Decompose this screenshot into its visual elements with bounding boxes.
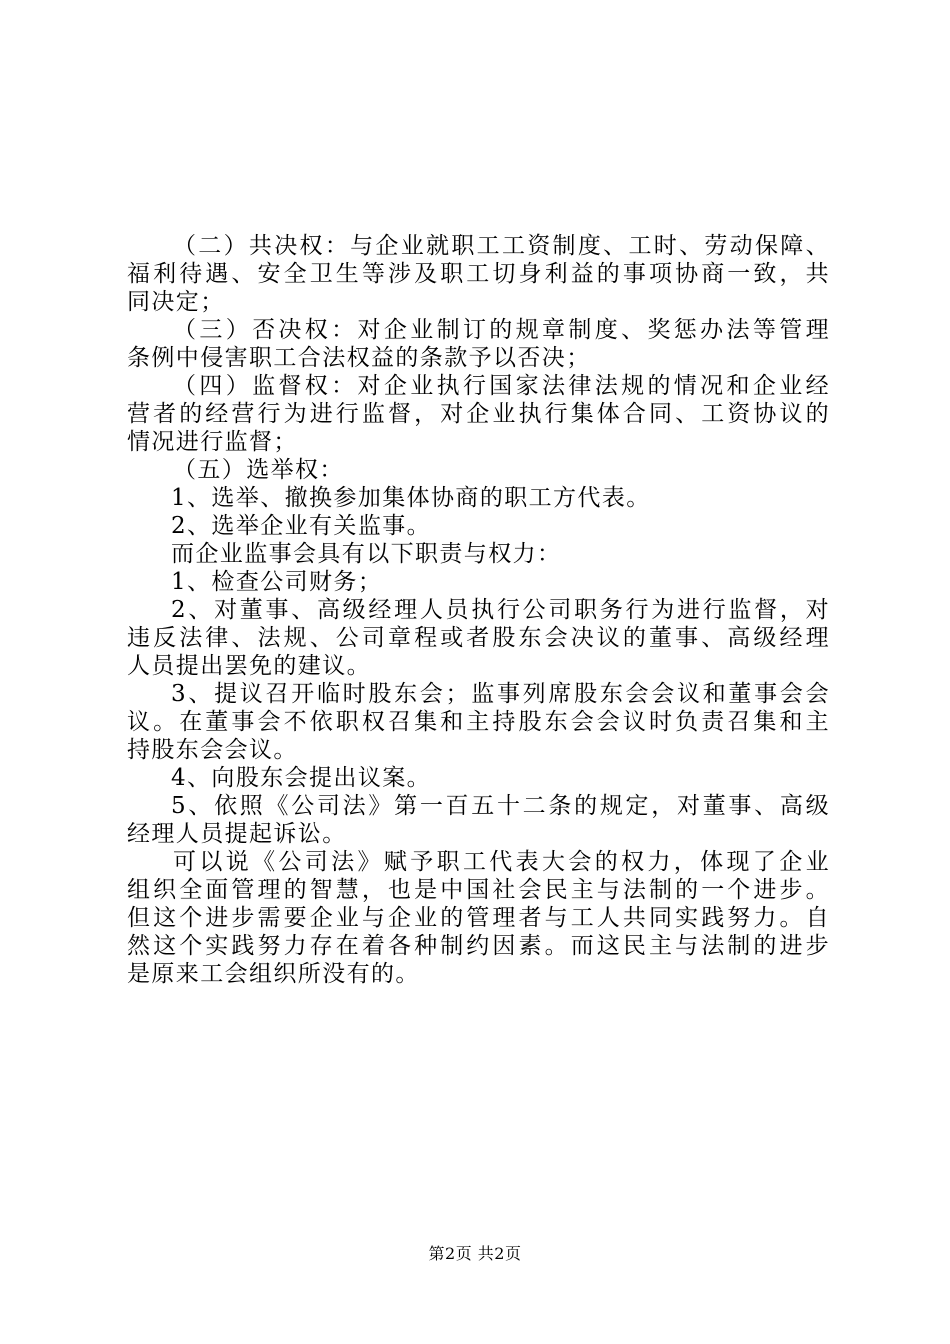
text-line: 5、依照《公司法》第一百五十二条的规定，对董事、高级: [171, 793, 830, 819]
text-line: 1、检查公司财务；: [171, 569, 383, 595]
paragraph-supervision-right: [127, 372, 830, 456]
text-line: 议。在董事会不依职权召集和主持股东会会议时负责召集和主: [127, 709, 830, 735]
paragraph-conclusion: [127, 848, 830, 988]
paragraph-board-item-4: [127, 764, 830, 792]
text-line: 组织全面管理的智慧，也是中国社会民主与法制的一个进步。: [127, 877, 830, 903]
text-line: 条例中侵害职工合法权益的条款予以否决；: [127, 345, 591, 371]
paragraph-election-item-1: [127, 484, 830, 512]
text-line: 2、对董事、高级经理人员执行公司职务行为进行监督，对: [171, 597, 830, 623]
text-line: 2、选举企业有关监事。: [171, 513, 432, 539]
text-line: 1、选举、撤换参加集体协商的职工方代表。: [171, 485, 651, 511]
text-line: （二）共决权：与企业就职工工资制度、工时、劳动保障、: [173, 233, 830, 259]
text-line: 3、提议召开临时股东会；监事列席股东会会议和董事会会: [171, 681, 830, 707]
text-line: 但这个进步需要企业与企业的管理者与工人共同实践努力。自: [127, 905, 830, 931]
text-line: 4、向股东会提出议案。: [171, 765, 432, 791]
text-line: 而企业监事会具有以下职责与权力：: [171, 541, 562, 567]
text-line: 经理人员提起诉讼。: [127, 821, 347, 847]
text-line: 营者的经营行为进行监督，对企业执行集体合同、工资协议的: [127, 401, 830, 427]
text-line: 是原来工会组织所没有的。: [127, 961, 420, 987]
page-number-footer: 第2页 共2页: [428, 1244, 522, 1263]
text-line: 福利待遇、安全卫生等涉及职工切身利益的事项协商一致，共: [127, 261, 830, 287]
text-line: 人员提出罢免的建议。: [127, 653, 371, 679]
text-line: （五）选举权：: [173, 457, 344, 483]
paragraph-election-item-2: [127, 512, 830, 540]
paragraph-board-item-2: [127, 596, 830, 680]
paragraph-board-item-1: [127, 568, 830, 596]
text-line: 同决定；: [127, 289, 225, 315]
text-line: 持股东会会议。: [127, 737, 298, 763]
text-line: （三）否决权：对企业制订的规章制度、奖惩办法等管理: [173, 317, 830, 343]
paragraph-veto-right: [127, 316, 830, 372]
paragraph-board-item-3: [127, 680, 830, 764]
paragraph-co-decision-right: [127, 232, 830, 316]
text-line: 然这个实践努力存在着各种制约因素。而这民主与法制的进步: [127, 933, 830, 959]
text-line: 违反法律、法规、公司章程或者股东会决议的董事、高级经理: [127, 625, 830, 651]
text-line: 可以说《公司法》赋予职工代表大会的权力，体现了企业: [173, 849, 830, 875]
text-line: 情况进行监督；: [127, 429, 298, 455]
paragraph-supervisory-board-intro: [127, 540, 830, 568]
body-text: [127, 232, 830, 988]
text-line: （四）监督权：对企业执行国家法律法规的情况和企业经: [173, 373, 830, 399]
paragraph-election-right: [127, 456, 830, 484]
paragraph-board-item-5: [127, 792, 830, 848]
